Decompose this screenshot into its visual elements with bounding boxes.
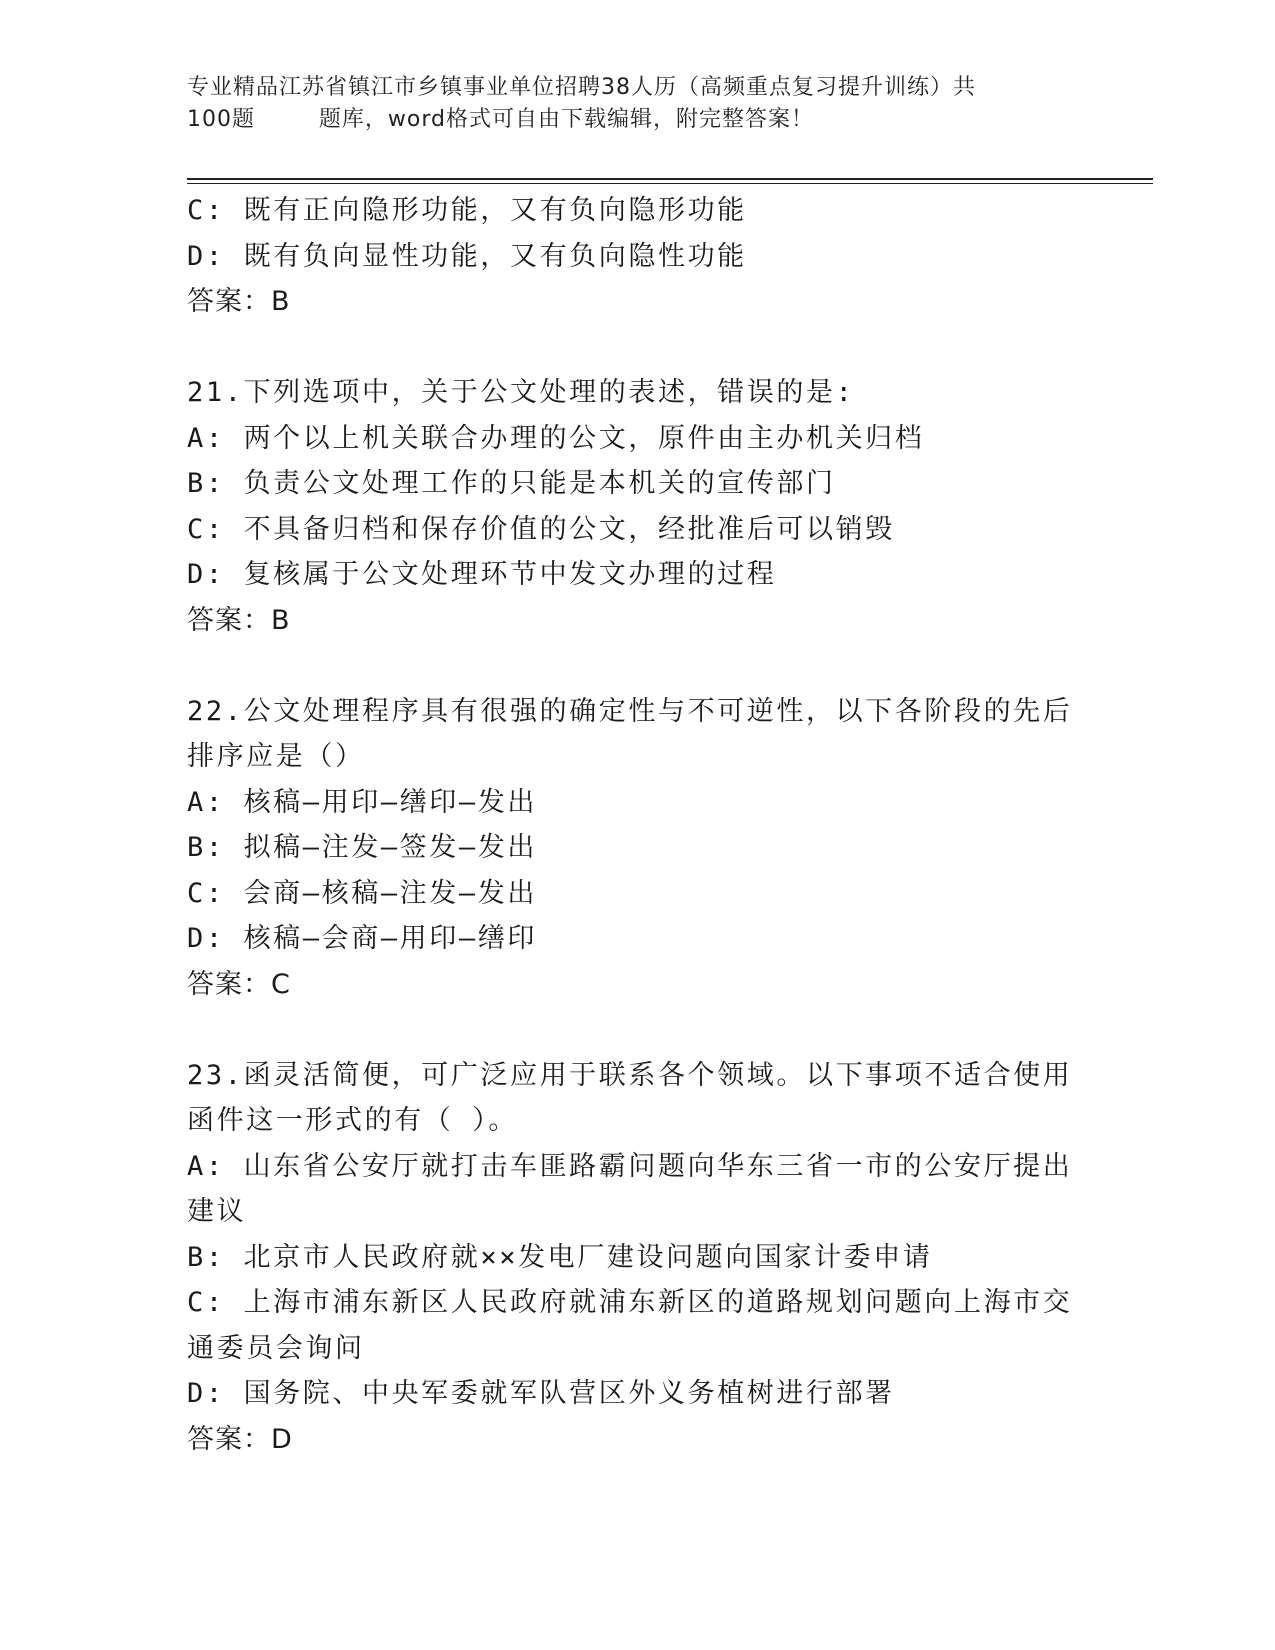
q21-answer: 答案：B <box>187 604 291 636</box>
header-title-line-1: 专业精品江苏省镇江市乡镇事业单位招聘38人历（高频重点复习提升训练）共 <box>187 75 976 100</box>
q23-answer: 答案：D <box>187 1423 293 1455</box>
page-header <box>187 72 1087 136</box>
question-22 <box>187 689 1087 1008</box>
prev-option-d: D: 既有负向显性功能，又有负向隐性功能 <box>187 240 747 272</box>
header-title-line-2: 100题 题库，word格式可自由下载编辑，附完整答案！ <box>187 107 815 132</box>
q21-stem: 21.下列选项中，关于公文处理的表述，错误的是: <box>187 377 855 408</box>
q23-option-d: D: 国务院、中央军委就军队营区外义务植树进行部署 <box>187 1378 895 1409</box>
q22-stem: 22.公文处理程序具有很强的确定性与不可逆性，以下各阶段的先后排序应是（） <box>187 695 1073 772</box>
q22-option-d: D: 核稿—会商—用印—缮印 <box>187 923 537 954</box>
q21-option-b: B: 负责公文处理工作的只能是本机关的宣传部门 <box>187 468 836 499</box>
q23-stem: 23.函灵活简便，可广泛应用于联系各个领域。以下事项不适合使用函件这一形式的有（ ）。 <box>187 1059 1073 1136</box>
question-21 <box>187 370 1087 643</box>
q22-option-c: C: 会商—核稿—注发—发出 <box>187 877 537 909</box>
spacer <box>187 325 1087 371</box>
q22-answer: 答案：C <box>187 968 291 1000</box>
header-divider-thick <box>187 178 1153 180</box>
q23-option-a: A: 山东省公安厅就打击车匪路霸问题向华东三省一市的公安厅提出建议 <box>187 1150 1073 1227</box>
prev-question-tail <box>187 188 1087 325</box>
prev-option-c: C: 既有正向隐形功能，又有负向隐形功能 <box>187 195 747 226</box>
q22-option-a: A: 核稿—用印—缮印—发出 <box>187 786 537 818</box>
q22-option-b: B: 拟稿—注发—签发—发出 <box>187 832 537 863</box>
spacer <box>187 1007 1087 1053</box>
q21-option-c: C: 不具备归档和保存价值的公文，经批准后可以销毁 <box>187 513 895 545</box>
q21-option-a: A: 两个以上机关联合办理的公文，原件由主办机关归档 <box>187 422 925 454</box>
q21-option-d: D: 复核属于公文处理环节中发文办理的过程 <box>187 559 777 590</box>
q23-option-c: C: 上海市浦东新区人民政府就浦东新区的道路规划问题向上海市交通委员会询问 <box>187 1287 1073 1364</box>
prev-answer: 答案：B <box>187 286 291 317</box>
question-23 <box>187 1053 1087 1463</box>
question-content <box>187 188 1087 1462</box>
q23-option-b: B: 北京市人民政府就××发电厂建设问题向国家计委申请 <box>187 1241 933 1273</box>
spacer <box>187 643 1087 689</box>
header-divider-thin <box>187 183 1153 184</box>
